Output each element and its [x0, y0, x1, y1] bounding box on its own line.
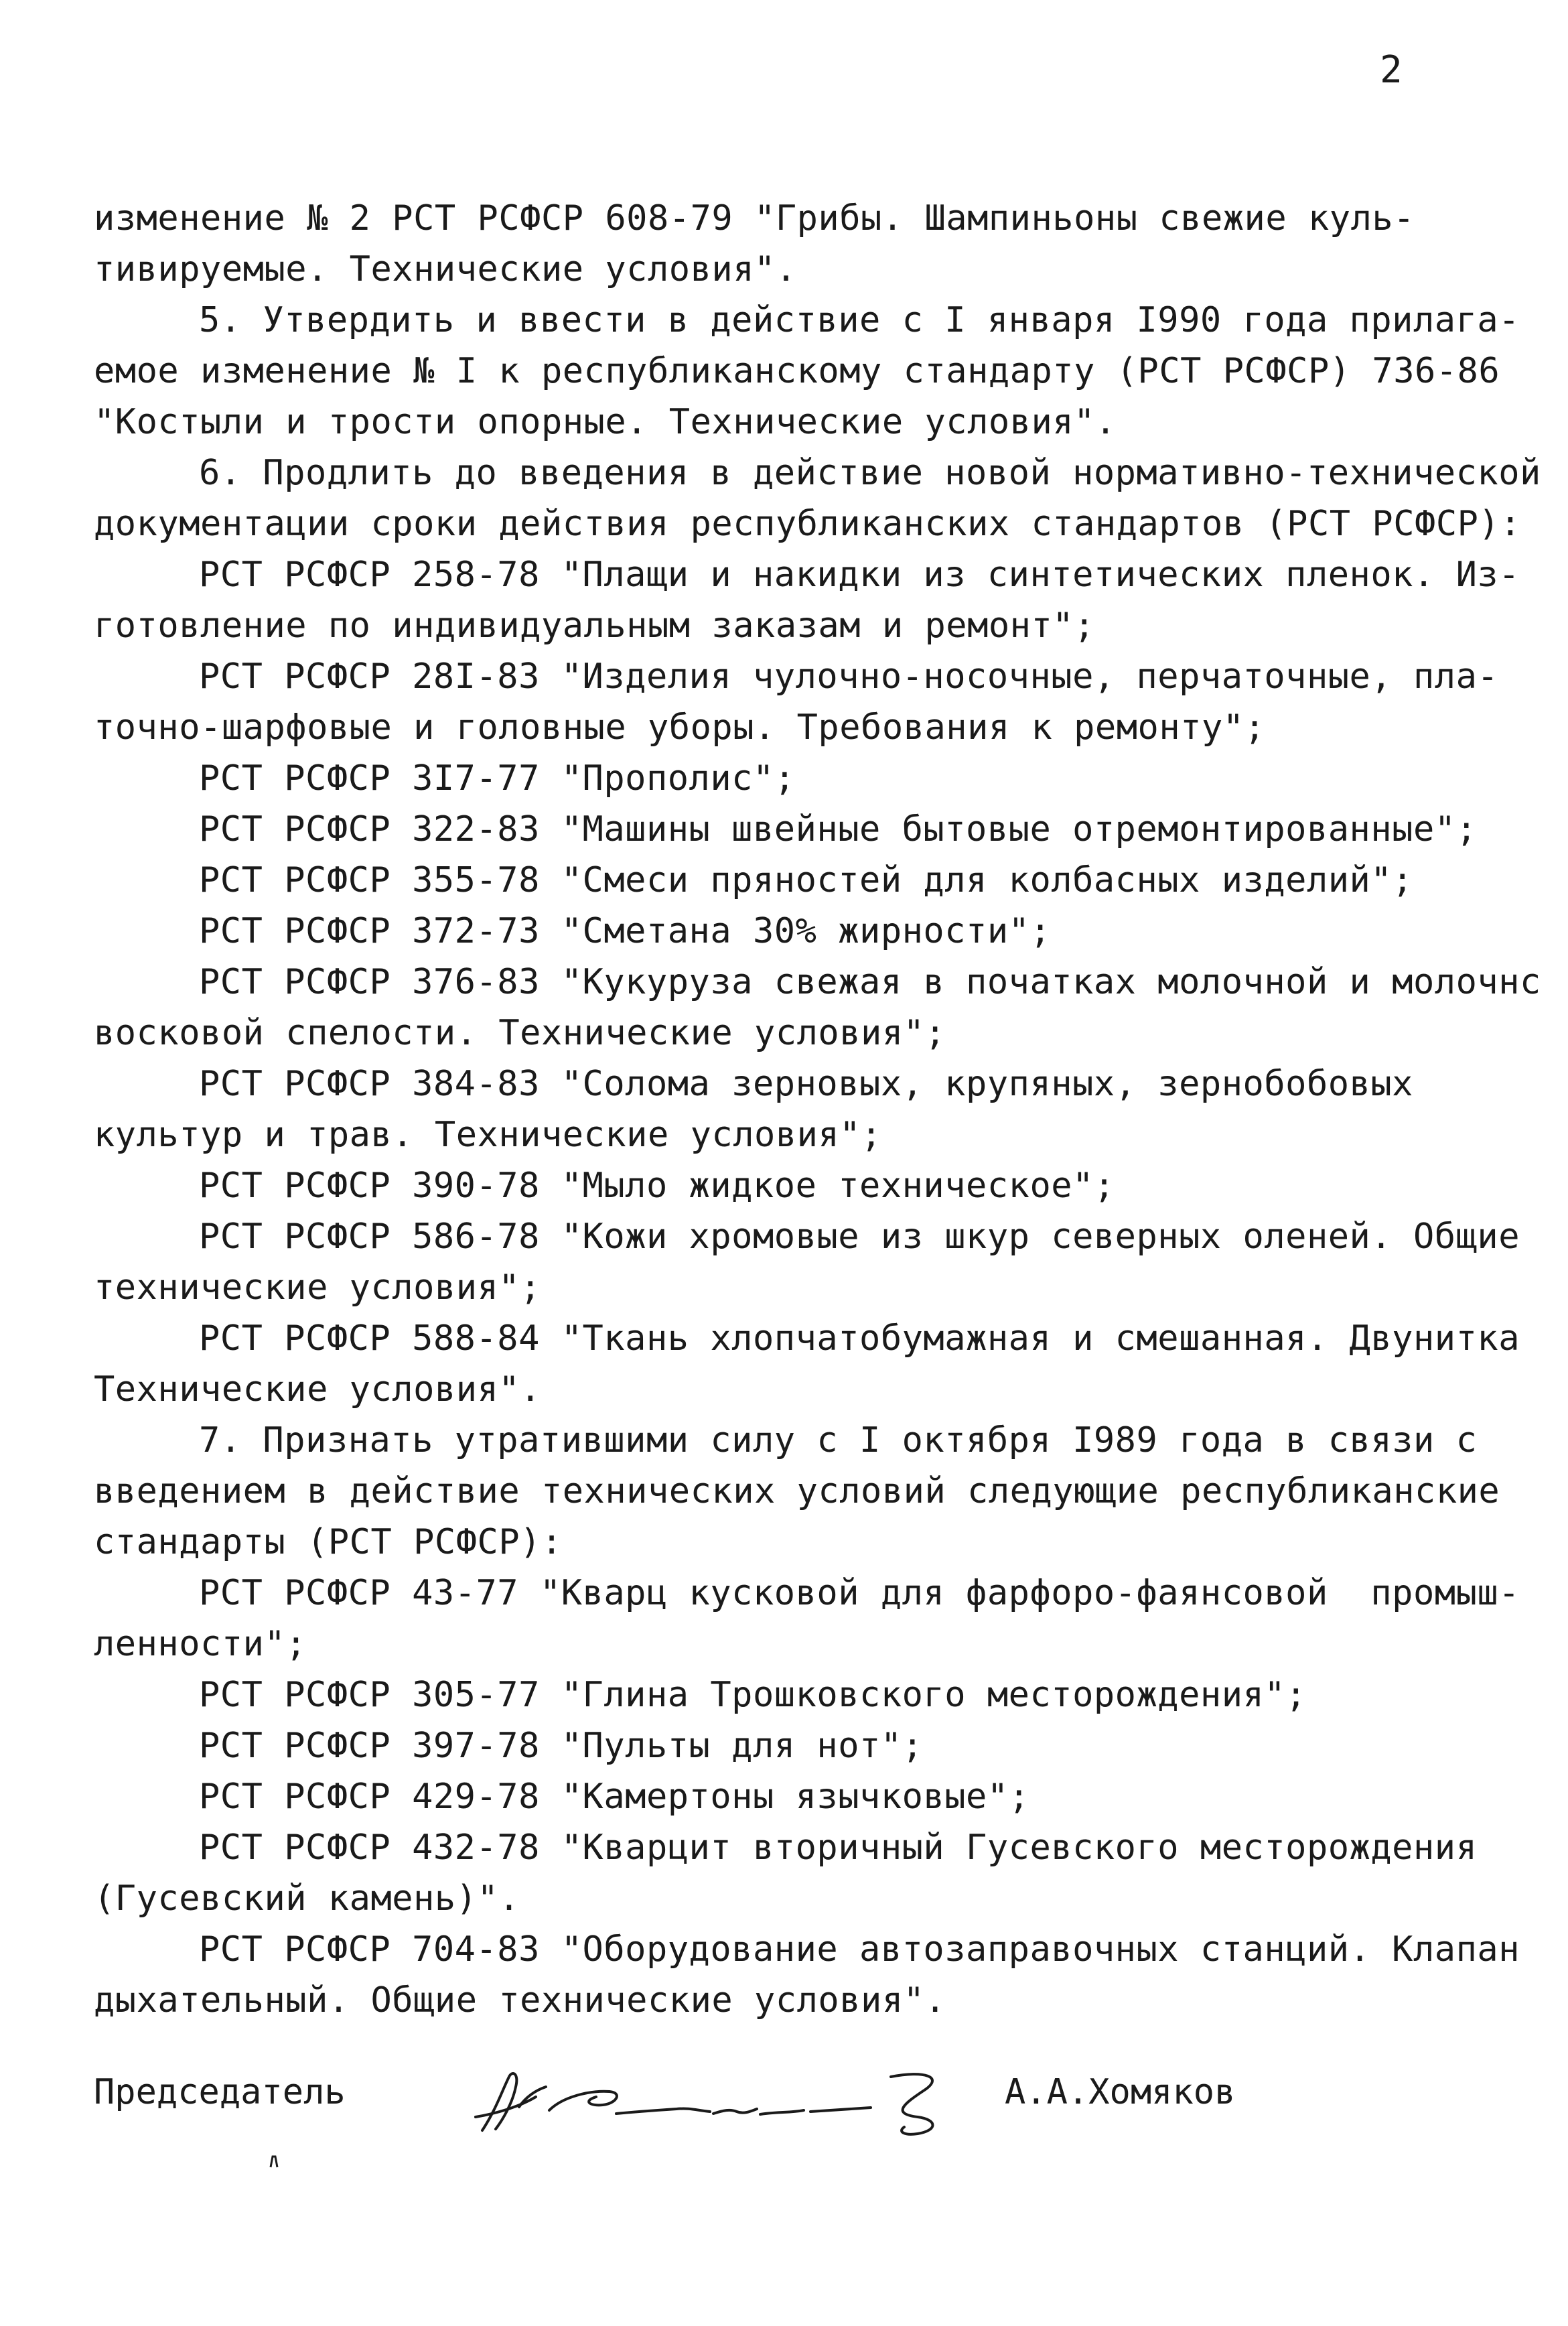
- text-line: ленности";: [94, 1624, 307, 1664]
- text-line: емое изменение № I к республиканскому стандарту (РСТ РСФСР) 736-86: [94, 351, 1500, 391]
- text-line: (Гусевский камень)".: [94, 1878, 520, 1919]
- signatory-name: А.А.Хомяков: [1005, 2072, 1236, 2112]
- text-line: стандарты (РСТ РСФСР):: [94, 1522, 563, 1562]
- text-line: введением в действие технических условий следующие республиканские: [94, 1471, 1500, 1511]
- text-line: РСТ РСФСР 3I7-77 "Прополис";: [199, 758, 796, 799]
- text-line: РСТ РСФСР 704-83 "Оборудование автозаправочных станций. Клапан: [199, 1929, 1520, 1970]
- text-line: восковой спелости. Технические условия";: [94, 1013, 946, 1053]
- text-line: изменение № 2 РСТ РСФСР 608-79 "Грибы. Шампиньоны свежие куль-: [94, 198, 1415, 238]
- text-line: РСТ РСФСР 305-77 "Глина Трошковского месторождения";: [199, 1675, 1307, 1715]
- text-line: РСТ РСФСР 258-78 "Плащи и накидки из синтетических пленок. Из-: [199, 555, 1520, 595]
- text-line: документации сроки действия республиканских стандартов (РСТ РСФСР):: [94, 504, 1522, 544]
- text-line: точно-шарфовые и головные уборы. Требования к ремонту";: [94, 707, 1266, 748]
- text-line: дыхательный. Общие технические условия".: [94, 1980, 946, 2021]
- signatory-title: Председатель: [94, 2072, 346, 2112]
- text-line: РСТ РСФСР 376-83 "Кукуруза свежая в початках молочной и молочнс: [199, 962, 1541, 1002]
- text-line: РСТ РСФСР 28I-83 "Изделия чулочно-носочные, перчаточные, пла-: [199, 657, 1499, 697]
- text-line: РСТ РСФСР 586-78 "Кожи хромовые из шкур северных оленей. Общие: [199, 1217, 1520, 1257]
- text-line: тивируемые. Технические условия".: [94, 249, 797, 289]
- text-line: РСТ РСФСР 322-83 "Машины швейные бытовые отремонтированные";: [199, 809, 1478, 849]
- text-line: технические условия";: [94, 1268, 541, 1308]
- signature-block: [94, 2067, 1520, 2174]
- text-line: 6. Продлить до введения в действие новой нормативно-технической: [199, 453, 1541, 493]
- text-line: РСТ РСФСР 384-83 "Солома зерновых, крупяных, зернобобовых: [199, 1064, 1413, 1104]
- stray-ink-mark: [268, 2154, 280, 2169]
- text-line: РСТ РСФСР 390-78 "Мыло жидкое техническое";: [199, 1166, 1115, 1206]
- text-line: РСТ РСФСР 588-84 "Ткань хлопчатобумажная и смешанная. Двунитка: [199, 1318, 1520, 1359]
- handwritten-signature: [455, 2050, 1045, 2150]
- text-line: РСТ РСФСР 397-78 "Пульты для нот";: [199, 1726, 924, 1766]
- text-line: 7. Признать утратившими силу с I октября I989 года в связи с: [199, 1420, 1478, 1460]
- text-line: РСТ РСФСР 372-73 "Сметана 30% жирности";: [199, 911, 1052, 951]
- text-line: Технические условия".: [94, 1369, 541, 1410]
- text-line: 5. Утвердить и ввести в действие с I января I990 года прилага-: [199, 300, 1520, 340]
- text-line: РСТ РСФСР 43-77 "Кварц кусковой для фарфоро-фаянсовой промыш-: [199, 1573, 1520, 1613]
- text-line: "Костыли и трости опорные. Технические условия".: [94, 402, 1117, 442]
- document-body: [94, 193, 1541, 2026]
- text-line: РСТ РСФСР 355-78 "Смеси пряностей для колбасных изделий";: [199, 860, 1413, 900]
- text-line: РСТ РСФСР 429-78 "Камертоны язычковые";: [199, 1777, 1030, 1817]
- text-line: культур и трав. Технические условия";: [94, 1115, 882, 1155]
- page-number: 2: [1380, 48, 1403, 92]
- text-line: РСТ РСФСР 432-78 "Кварцит вторичный Гусевского месторождения: [199, 1828, 1478, 1868]
- text-line: готовление по индивидуальным заказам и ремонт";: [94, 606, 1095, 646]
